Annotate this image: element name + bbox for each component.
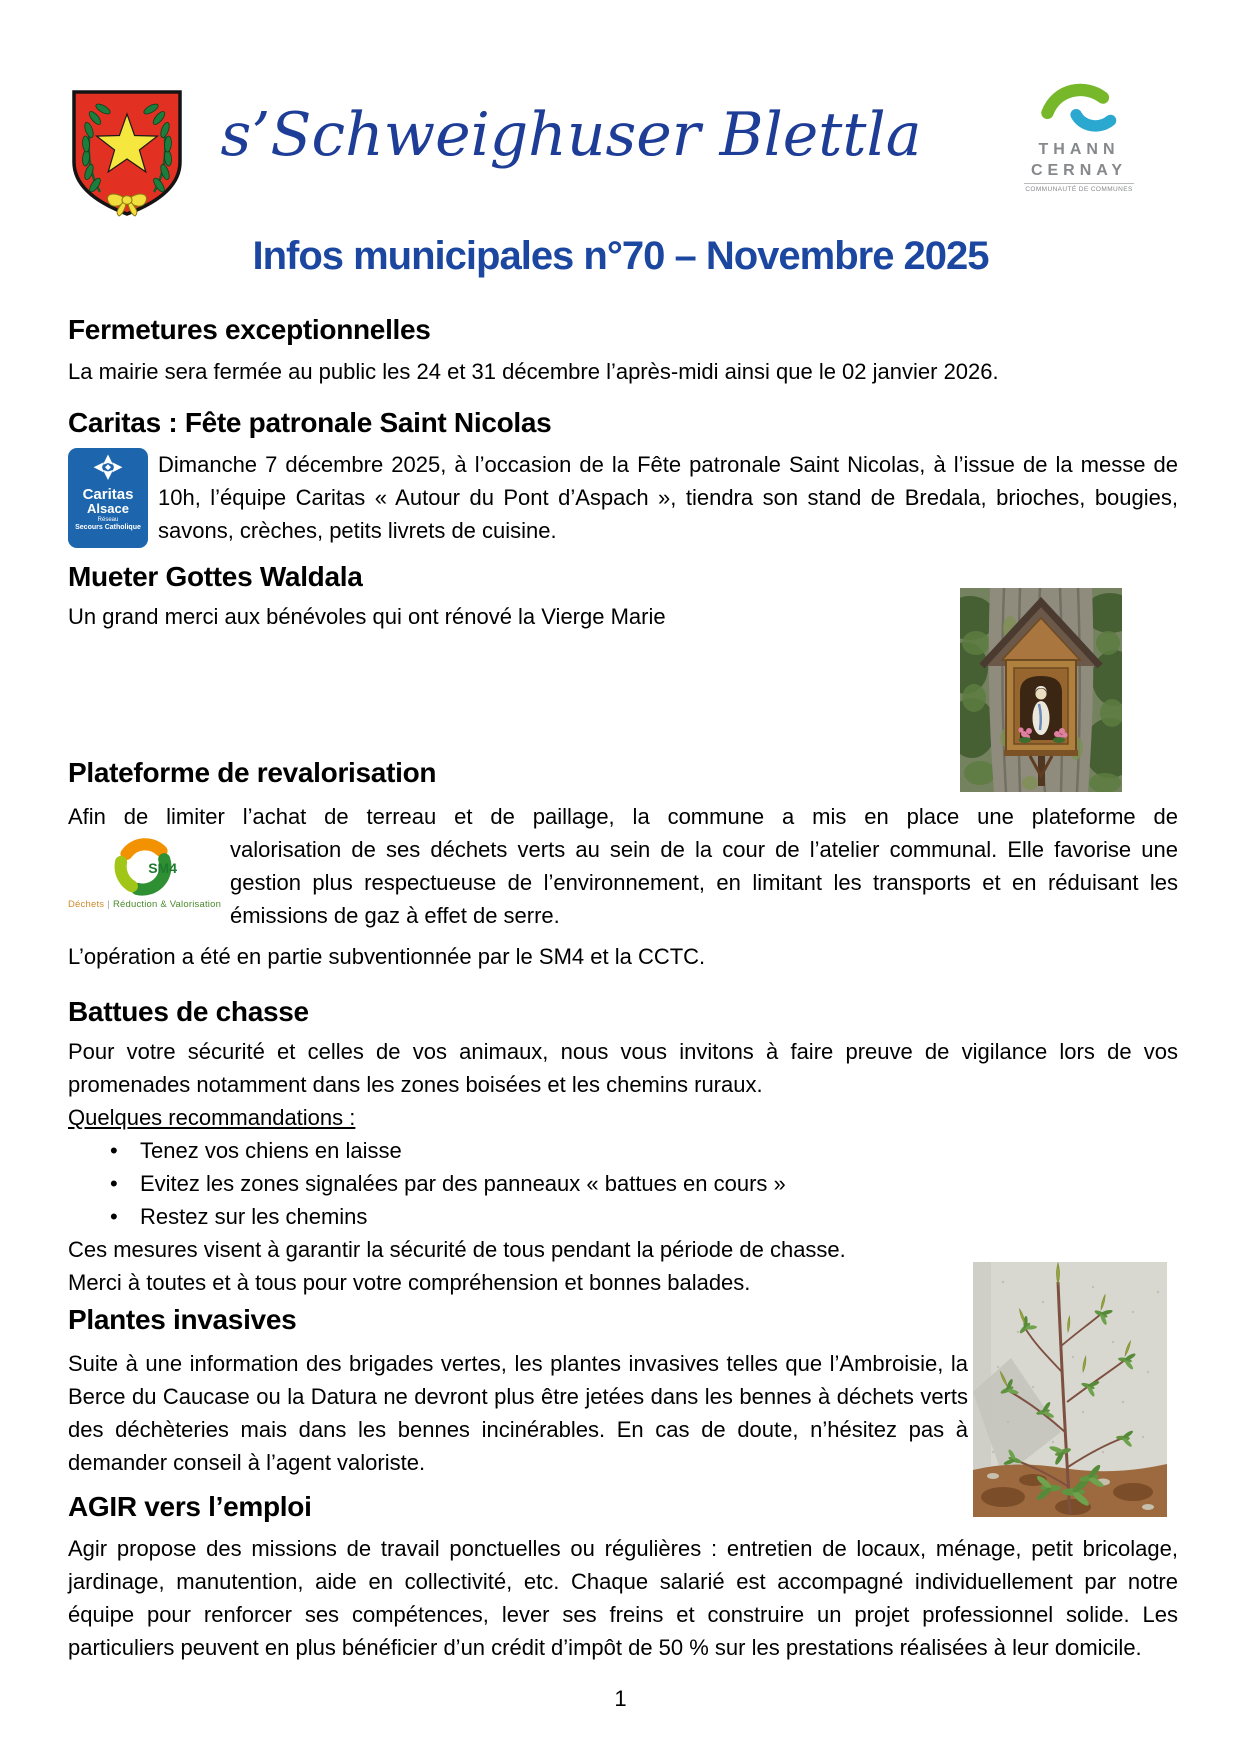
section-plateforme (68, 756, 1178, 973)
caritas-logo-line1: Caritas (82, 486, 134, 503)
battues-heading: Battues de chasse (68, 996, 309, 1027)
bullet-text: Restez sur les chemins (140, 1204, 368, 1229)
battues-body1: Pour votre sécurité et celles de vos animaux, nous vous invitons à faire preuve de vigilance lors de vos promenades notamment dans les zones boisées et les chemins ruraux. (68, 1039, 1178, 1097)
plateforme-intro-line: Afin de limiter l’achat de terreau et de paillage, la commune a mis en place une plateforme de (68, 804, 1178, 829)
battues-recommendations-label (68, 1101, 1178, 1134)
mueter-body: Un grand merci aux bénévoles qui ont rénové la Vierge Marie (68, 604, 666, 629)
agir-heading: AGIR vers l’emploi (68, 1491, 312, 1522)
municipal-coat-of-arms (68, 88, 186, 218)
bullet-item (68, 1134, 1178, 1167)
caritas-cross-icon (91, 452, 125, 486)
plantes-body: Suite à une information des brigades vertes, les plantes invasives telles que l’Ambroisie, la Berce du Caucase ou la Datura ne devront plus être jetées dans les bennes à déchets verts des déchèteries mais dans les bennes incinérables. En cas de doute, n’hésitez pas à demander conseil à l’agent valoriste. (68, 1351, 968, 1475)
sm4-logo (68, 835, 220, 910)
bullet-dot: • (110, 1138, 118, 1163)
plateforme-heading: Plateforme de revalorisation (68, 757, 437, 788)
caritas-block (68, 448, 1178, 547)
mueter-heading: Mueter Gottes Waldala (68, 561, 363, 592)
battues-body3: Merci à toutes et à tous pour votre compréhension et bonnes balades. (68, 1270, 751, 1295)
bullet-item (68, 1167, 1178, 1200)
tc-logo-line2: CERNAY (1030, 162, 1128, 179)
caritas-logo-line4: Secours Catholique (75, 524, 141, 531)
battues-body2: Ces mesures visent à garantir la sécurité de tous pendant la période de chasse. (68, 1237, 846, 1262)
sm4-subtitle-dechets: Déchets (68, 899, 105, 910)
bullet-dot: • (110, 1204, 118, 1229)
section-caritas (68, 406, 1178, 552)
thann-cernay-swoosh-icon (1036, 80, 1122, 138)
caritas-logo-line3: Réseau (97, 517, 119, 523)
tc-logo-line1: THANN (1038, 141, 1120, 158)
section-plantes (68, 1303, 968, 1479)
recommendations-underlined-label: Quelques recommandations : (68, 1105, 356, 1130)
invasive-plant-photo (973, 1262, 1167, 1517)
sm4-subtitle-separator: | (107, 899, 110, 910)
plateforme-block (68, 833, 1178, 932)
sm4-subtitle-valorisation: Réduction & Valorisation (112, 899, 222, 910)
caritas-body: Dimanche 7 décembre 2025, à l’occasion de la Fête patronale Saint Nicolas, à l’issue de la messe de 10h, l’équipe Caritas « Autour du Pont d’Aspach », tiendra son stand de Bredala, brioches, bougies, savons, crèches, petits livrets de cuisine. (158, 452, 1178, 543)
caritas-logo-line2: Alsace (87, 501, 129, 516)
main-heading: Infos municipales n°70 – Novembre 2025 (252, 234, 989, 278)
page-number: 1 (614, 1686, 627, 1711)
caritas-alsace-logo (68, 448, 148, 548)
section-agir (68, 1490, 1178, 1664)
bullet-text: Tenez vos chiens en laisse (140, 1138, 402, 1163)
bullet-item (68, 1200, 1178, 1233)
newsletter-title: s’Schweighuser Blettla (220, 100, 922, 170)
thann-cernay-logo (1024, 80, 1134, 193)
tc-logo-subtitle: COMMUNAUTÉ DE COMMUNES (1024, 183, 1134, 193)
plateforme-footer: L’opération a été en partie subventionnée par le SM4 et la CCTC. (68, 944, 706, 969)
section-fermetures (68, 313, 1178, 388)
fermetures-body: La mairie sera fermée au public les 24 et 31 décembre l’après-midi ainsi que le 02 janvier 2026. (68, 359, 999, 384)
bullet-text: Evitez les zones signalées par des panneaux « battues en cours » (140, 1171, 786, 1196)
fermetures-heading: Fermetures exceptionnelles (68, 314, 431, 345)
caritas-heading: Caritas : Fête patronale Saint Nicolas (68, 407, 552, 438)
agir-body: Agir propose des missions de travail ponctuelles ou régulières : entretien de locaux, ménage, petit bricolage, jardinage, manutention, aide en collectivité, etc. Chaque salarié est accompagné individuellement par notre équipe pour renforcer ses compétences, lever ses freins et construire un projet professionnel solide. Les particuliers peuvent en plus bénéficier d’un crédit d’impôt de 50 % sur les prestations réalisées à leur domicile. (68, 1536, 1178, 1660)
section-battues (68, 995, 1178, 1299)
sm4-logo-subtitle (68, 899, 220, 910)
sm4-logo-name: SM4 (148, 860, 177, 876)
plantes-heading: Plantes invasives (68, 1304, 297, 1335)
bullet-dot: • (110, 1171, 118, 1196)
plateforme-body: valorisation de ses déchets verts au sein de la cour de l’atelier communal. Elle favorise une gestion plus respectueuse de l’environnement, en limitant les transports et en réduisant les émissions de gaz à effet de serre. (230, 837, 1178, 928)
